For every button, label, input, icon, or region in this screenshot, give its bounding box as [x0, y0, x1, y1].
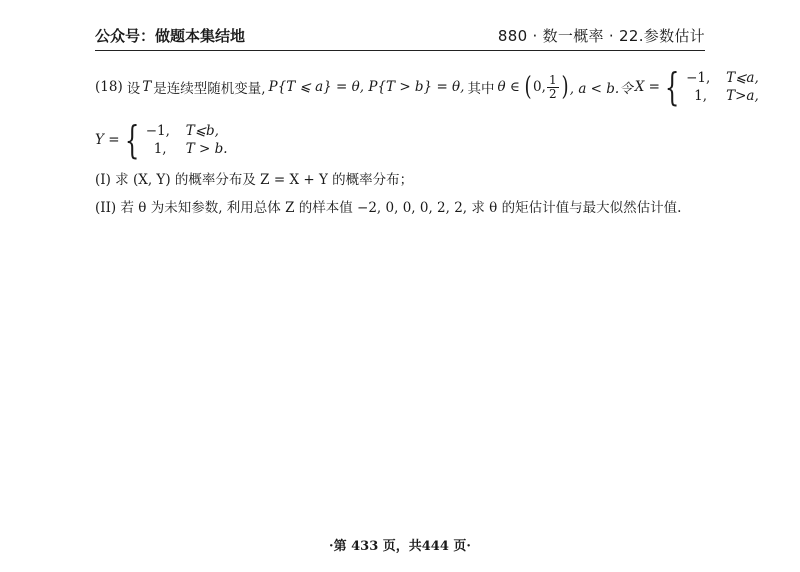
problem-line-2	[95, 120, 705, 160]
X-case-1	[686, 69, 759, 87]
Y-cases	[146, 122, 228, 158]
Y-case-1-condition: T⩽b,	[185, 122, 219, 139]
page-header	[95, 22, 705, 51]
interval-left: 0,	[533, 79, 546, 95]
page-footer: ·第 433 页，共444 页·	[329, 539, 471, 554]
condition-a-less-b: , a < b.令	[569, 81, 633, 97]
Y-case-2	[146, 140, 228, 158]
Y-case-2-value: 1,	[153, 141, 167, 157]
problem-intro-1: 设	[126, 81, 141, 97]
interval-right-paren: )	[561, 72, 569, 102]
header-left-title: 公众号：做题本集结地	[95, 27, 246, 45]
X-case-2	[686, 87, 759, 105]
problem-intro-3: 其中	[467, 81, 495, 97]
Y-case-2-condition: T > b.	[185, 141, 228, 157]
X-case-1-value: −1,	[686, 69, 711, 86]
fraction-numerator: 1	[548, 72, 557, 87]
Y-case-1	[146, 122, 228, 140]
problem-number: (18)	[95, 79, 123, 95]
problem-intro-2: 是连续型随机变量,	[153, 81, 266, 97]
X-case-2-value: 1,	[694, 88, 707, 104]
X-definition: X =	[634, 79, 660, 95]
variable-T: T	[142, 79, 152, 95]
header-right-title: 880 · 数一概率 · 22.参数估计	[497, 27, 705, 45]
X-brace: {	[664, 65, 680, 109]
theta-in: θ ∈	[497, 79, 520, 95]
X-cases	[686, 69, 759, 105]
problem-18	[95, 65, 759, 220]
interval-left-paren: (	[524, 72, 532, 102]
fraction-denominator: 2	[548, 86, 557, 101]
Y-brace: {	[124, 118, 139, 162]
X-case-1-condition: T⩽a,	[726, 69, 759, 86]
X-case-2-condition: T>a,	[726, 88, 759, 104]
Y-case-1-value: −1,	[145, 122, 170, 139]
problem-part-2: (II) 若 θ 为未知参数, 利用总体 Z 的样本值 −2, 0, 0, 0, 2, 2, 求 θ 的矩估计值与最大似然估计值.	[95, 200, 682, 216]
fraction-one-half	[547, 74, 559, 100]
problem-part-1: (I) 求 (X, Y) 的概率分布及 Z = X + Y 的概率分布；	[95, 172, 414, 188]
Y-definition: Y =	[95, 132, 120, 148]
problem-line-1	[95, 65, 759, 109]
probability-conditions: P{T ⩽ a} = θ, P{T > b} = θ,	[268, 79, 465, 95]
